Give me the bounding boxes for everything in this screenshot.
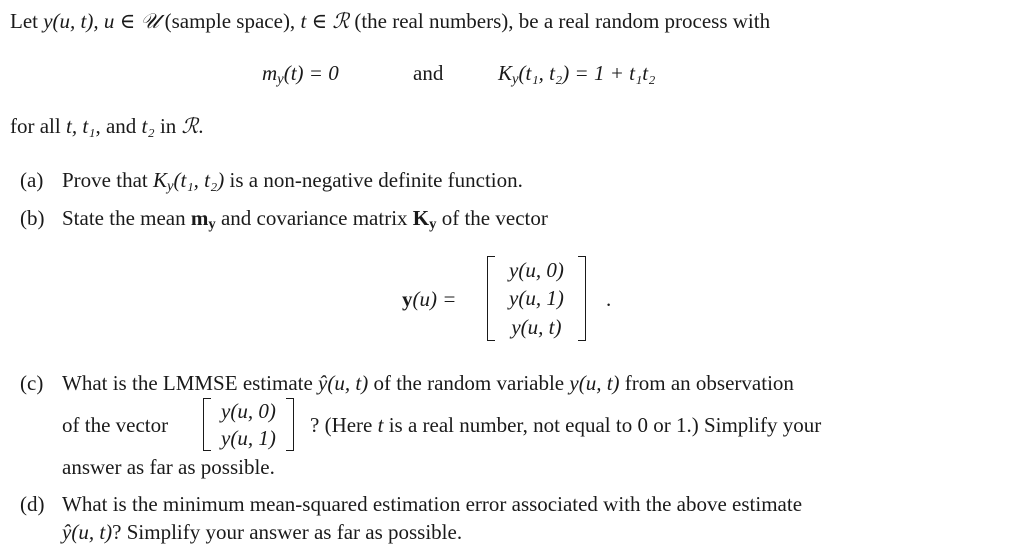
part-b-text: [62, 205, 548, 231]
observation-entries: [211, 398, 286, 451]
vector-period: .: [606, 287, 612, 311]
part-c-text: What is the LMMSE estimate: [62, 371, 319, 395]
cov-matrix-symbol: K: [412, 206, 430, 230]
and-word: and: [413, 61, 444, 85]
vector-lhs: [402, 286, 456, 312]
part-a-math-args: (t₁, t₂): [173, 168, 225, 192]
part-a-prefix: Prove that: [62, 168, 153, 192]
intro-text: (sample space),: [159, 9, 301, 33]
part-d-text: ? Simplify your answer as far as possible.: [112, 520, 463, 544]
part-a-text: [62, 167, 523, 193]
for-all-text: , and: [95, 114, 142, 138]
for-all-text: for all: [10, 114, 66, 138]
for-all-text: in: [154, 114, 182, 138]
reals-symbol: ℛ: [181, 114, 199, 138]
intro-math: t ∈: [300, 9, 333, 33]
covariance-equation: [498, 60, 655, 86]
part-d-label: (d): [20, 492, 45, 516]
for-all-math: t, t₁: [65, 114, 96, 138]
for-all-text: .: [198, 114, 204, 138]
mean-vector-symbol: m: [190, 206, 209, 230]
cov-rhs: (t₁, t₂) = 1 + t₁t₂: [518, 61, 656, 85]
part-c-text: ? (Here: [310, 413, 378, 437]
part-a-sub: y: [167, 178, 174, 195]
observation-entry: y(u, 0): [221, 399, 276, 424]
right-bracket: [578, 256, 586, 341]
mean-rhs: (t) = 0: [283, 61, 339, 85]
intro-math: y(u, t), u ∈: [43, 9, 141, 33]
part-c-line2-prefix: of the vector: [62, 413, 169, 437]
random-variable-symbol: y(u, t): [569, 371, 620, 395]
cov-symbol: K: [498, 61, 513, 85]
part-c-line1: [62, 370, 794, 396]
part-c-text: from an observation: [619, 371, 794, 395]
part-c-label: (c): [20, 371, 44, 395]
estimate-symbol: ŷ(u, t): [318, 371, 369, 395]
part-b-middle: and covariance matrix: [215, 206, 413, 230]
part-b-prefix: State the mean: [62, 206, 191, 230]
intro-text: (the real numbers), be a real random process with: [349, 9, 771, 33]
mean-symbol: m: [262, 61, 278, 85]
mean-subscript: y: [277, 71, 284, 88]
vector-symbol: y: [402, 287, 413, 311]
right-bracket: [286, 398, 294, 451]
vector-entry: y(u, t): [511, 314, 562, 339]
part-d-line1: What is the minimum mean-squared estimation error associated with the above estimate: [62, 492, 803, 516]
part-a-label: (a): [20, 168, 44, 192]
observation-entry: y(u, 1): [221, 425, 276, 450]
mean-vector-sub: y: [208, 216, 216, 233]
observation-vector: [203, 398, 294, 451]
left-bracket: [487, 256, 495, 341]
part-b-label: (b): [20, 206, 45, 230]
cov-subscript: y: [512, 71, 519, 88]
for-all-line: [10, 113, 204, 139]
for-all-math: t₂: [141, 114, 155, 138]
part-a-math: K: [152, 168, 167, 192]
vector-matrix: [487, 256, 586, 341]
intro-text: Let: [10, 9, 44, 33]
cov-matrix-sub: y: [429, 216, 437, 233]
sample-space-symbol: 𝒰: [140, 9, 160, 33]
vector-entry: y(u, 1): [509, 286, 564, 311]
t-symbol: t: [377, 413, 384, 437]
reals-symbol: ℛ: [332, 9, 350, 33]
vector-args: (u) =: [412, 287, 457, 311]
part-c-text: is a real number, not equal to 0 or 1.) Simplify your: [383, 413, 822, 437]
vector-entries: [495, 256, 578, 341]
part-d-line2: [62, 519, 462, 545]
part-a-suffix: is a non-negative definite function.: [224, 168, 523, 192]
part-c-line2-suffix: [310, 412, 821, 438]
vector-entry: y(u, 0): [509, 258, 564, 283]
intro-line: [10, 8, 770, 34]
part-c-text: of the random variable: [368, 371, 570, 395]
mean-equation: [262, 60, 339, 86]
estimate-symbol: ŷ(u, t): [62, 520, 113, 544]
part-c-line3: answer as far as possible.: [62, 455, 275, 479]
part-b-suffix: of the vector: [436, 206, 548, 230]
left-bracket: [203, 398, 211, 451]
